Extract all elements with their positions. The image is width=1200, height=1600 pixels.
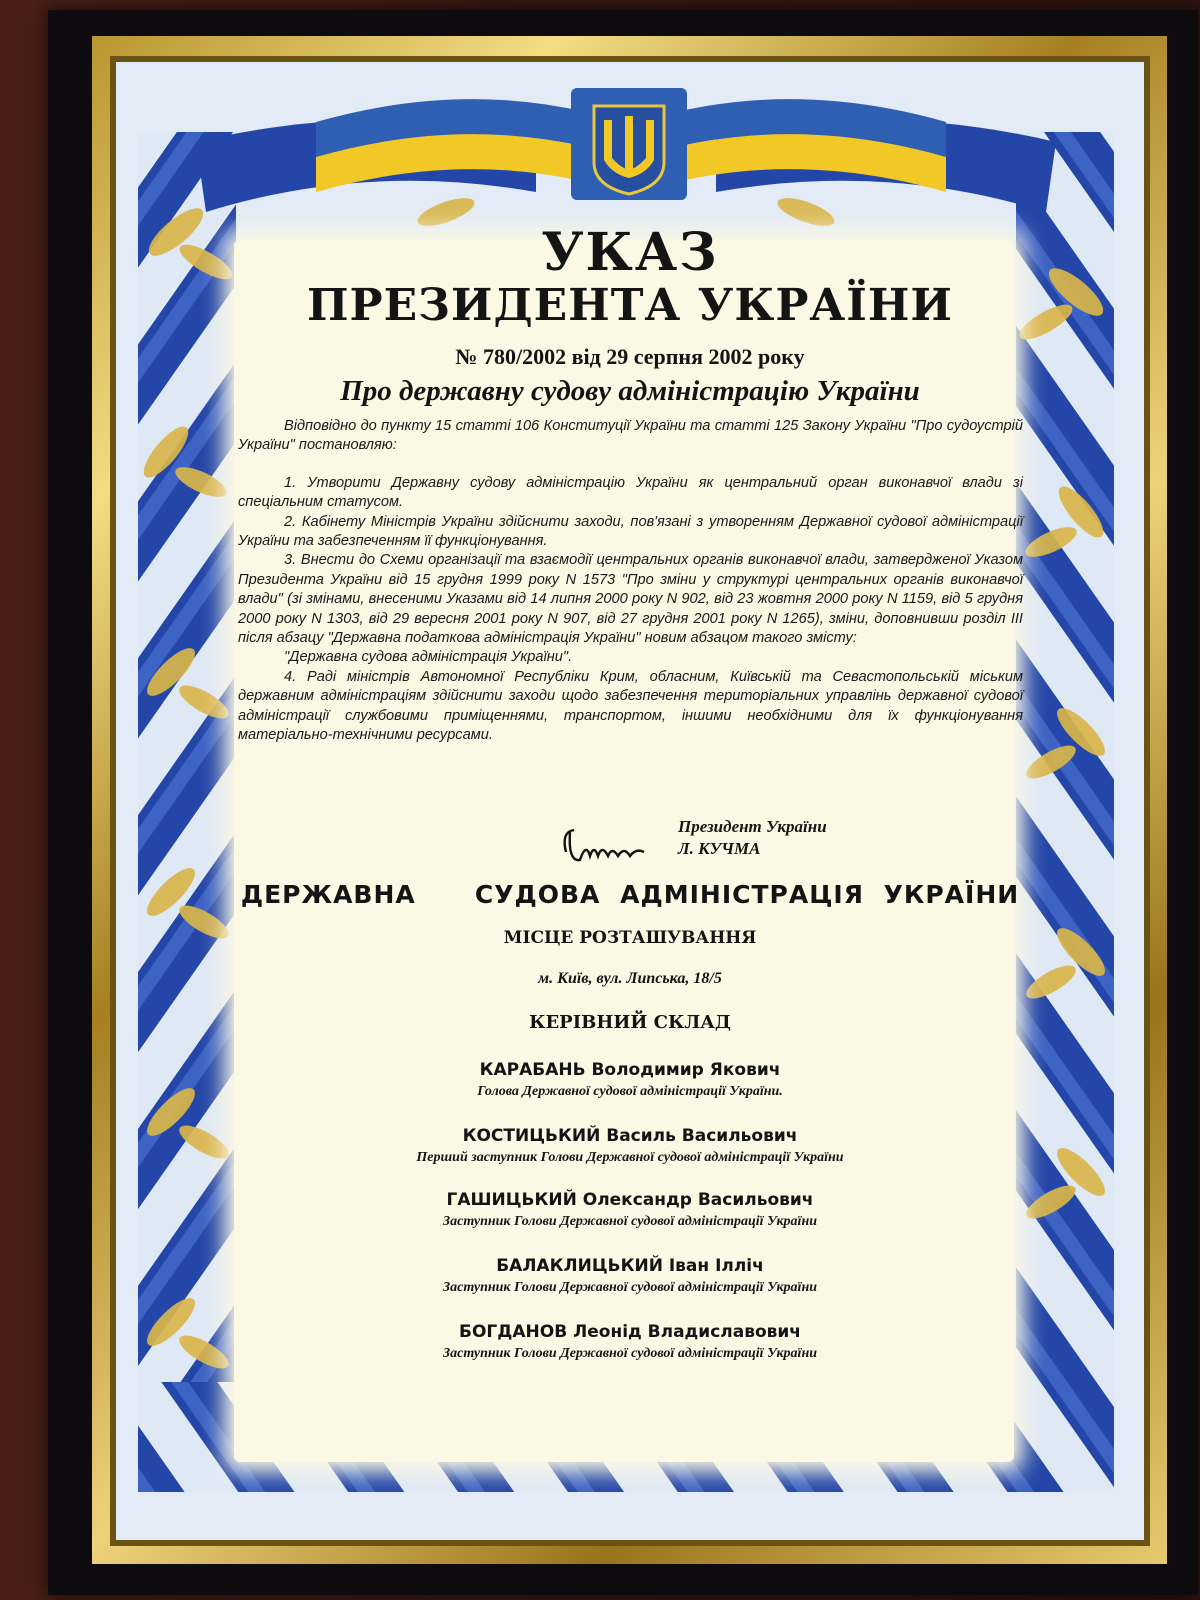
leader-given-name: Олександр Васильович (582, 1190, 814, 1210)
leader-name (116, 1126, 1144, 1146)
leader-entry (116, 1060, 1144, 1100)
leader-position: Голова Державної судової адміністрації України. (477, 1084, 783, 1099)
organization-name: ДЕРЖАВНА СУДОВА АДМІНІСТРАЦІЯ УКРАЇНИ (240, 880, 1020, 909)
trident-emblem-icon (604, 116, 654, 178)
location-heading: МІСЦЕ РОЗТАШУВАННЯ (503, 928, 757, 948)
leader-position: Перший заступник Голови Державної судової адміністрації України (416, 1150, 844, 1165)
leader-entry (116, 1126, 1144, 1166)
leader-given-name: Василь Васильович (606, 1126, 798, 1146)
leader-entry (116, 1322, 1144, 1362)
decree-item: 4. Раді міністрів Автономної Республіки Крим, обласним, Київській та Севастопольській міським державним адміністраціям здійснити заходи щодо забезпечення територіальних управлінь державної судової адміністрації службовими приміщеннями, транспортом, іншими необхідними для їх функціонування матеріально-технічними ресурсами. (238, 668, 1023, 744)
decree-item: 1. Утворити Державну судову адміністрацію України як центральний орган виконавчої влади зі спеціальним статусом. (238, 474, 1023, 511)
decree-item: 3. Внести до Схеми організації та взаємодії центральних органів виконавчої влади, затвердженої Указом Президента України від 15 грудня 1999 року N 1573 "Про зміни у структурі центральних органів виконавчої влади" (зі змінами, внесеними Указами від 14 липня 2000 року N 902, від 23 жовтня 2000 року N 1159, від 5 грудня 2000 року N 1303, від 29 вересня 2001 року N 907, від 27 грудня 2001 року N 1265), зміни, доповнивши розділ III після абзацу "Державна податкова адміністрація України" новим абзацом такого змісту: (238, 552, 1023, 647)
leadership-heading: КЕРІВНИЙ СКЛАД (529, 1012, 731, 1033)
leader-position: Заступник Голови Державної судової адміністрації України (442, 1214, 818, 1229)
decree-title: УКАЗ (541, 222, 719, 283)
decree-item: 2. Кабінету Міністрів України здійснити заходи, пов'язані з утворенням Державної судової адміністрації України та забезпеченням її функціонування. (238, 513, 1023, 550)
leader-given-name: Іван Ілліч (668, 1256, 764, 1276)
decree-title-president: ПРЕЗИДЕНТА УКРАЇНИ (307, 280, 953, 331)
leader-name (116, 1190, 1144, 1210)
decree-preamble: Відповідно до пункту 15 статті 106 Конституції України та статті 125 Закону України "Про судоустрій України" постановляю: (238, 418, 1023, 454)
signature-name: Л. КУЧМА (678, 839, 761, 858)
leader-name (116, 1060, 1144, 1080)
leader-surname: БАЛАКЛИЦЬКИЙ (496, 1256, 663, 1276)
leader-name (116, 1256, 1144, 1276)
leader-position: Заступник Голови Державної судової адміністрації України (442, 1346, 818, 1361)
signature-icon (556, 822, 656, 872)
leader-surname: БОГДАНОВ (459, 1322, 568, 1342)
leader-entry (116, 1190, 1144, 1230)
location-address: м. Київ, вул. Липська, 18/5 (538, 970, 722, 987)
leader-surname: КАРАБАНЬ (479, 1060, 586, 1080)
leader-surname: КОСТИЦЬКИЙ (462, 1126, 601, 1146)
certificate-paper (116, 62, 1144, 1540)
decree-subject: Про державну судову адміністрацію України (340, 375, 920, 407)
leader-given-name: Леонід Владиславович (573, 1322, 801, 1342)
leader-surname: ГАШИЦЬКИЙ (446, 1190, 577, 1210)
leader-position: Заступник Голови Державної судової адміністрації України (442, 1280, 818, 1295)
leader-given-name: Володимир Якович (591, 1060, 781, 1080)
decree-number: № 780/2002 від 29 серпня 2002 року (455, 344, 805, 369)
signature-title: Президент України (678, 817, 827, 836)
leader-entry (116, 1256, 1144, 1296)
leader-name (116, 1322, 1144, 1342)
decree-body (238, 417, 1023, 746)
decree-item: "Державна судова адміністрація України". (284, 649, 573, 666)
signature-block (678, 816, 827, 860)
